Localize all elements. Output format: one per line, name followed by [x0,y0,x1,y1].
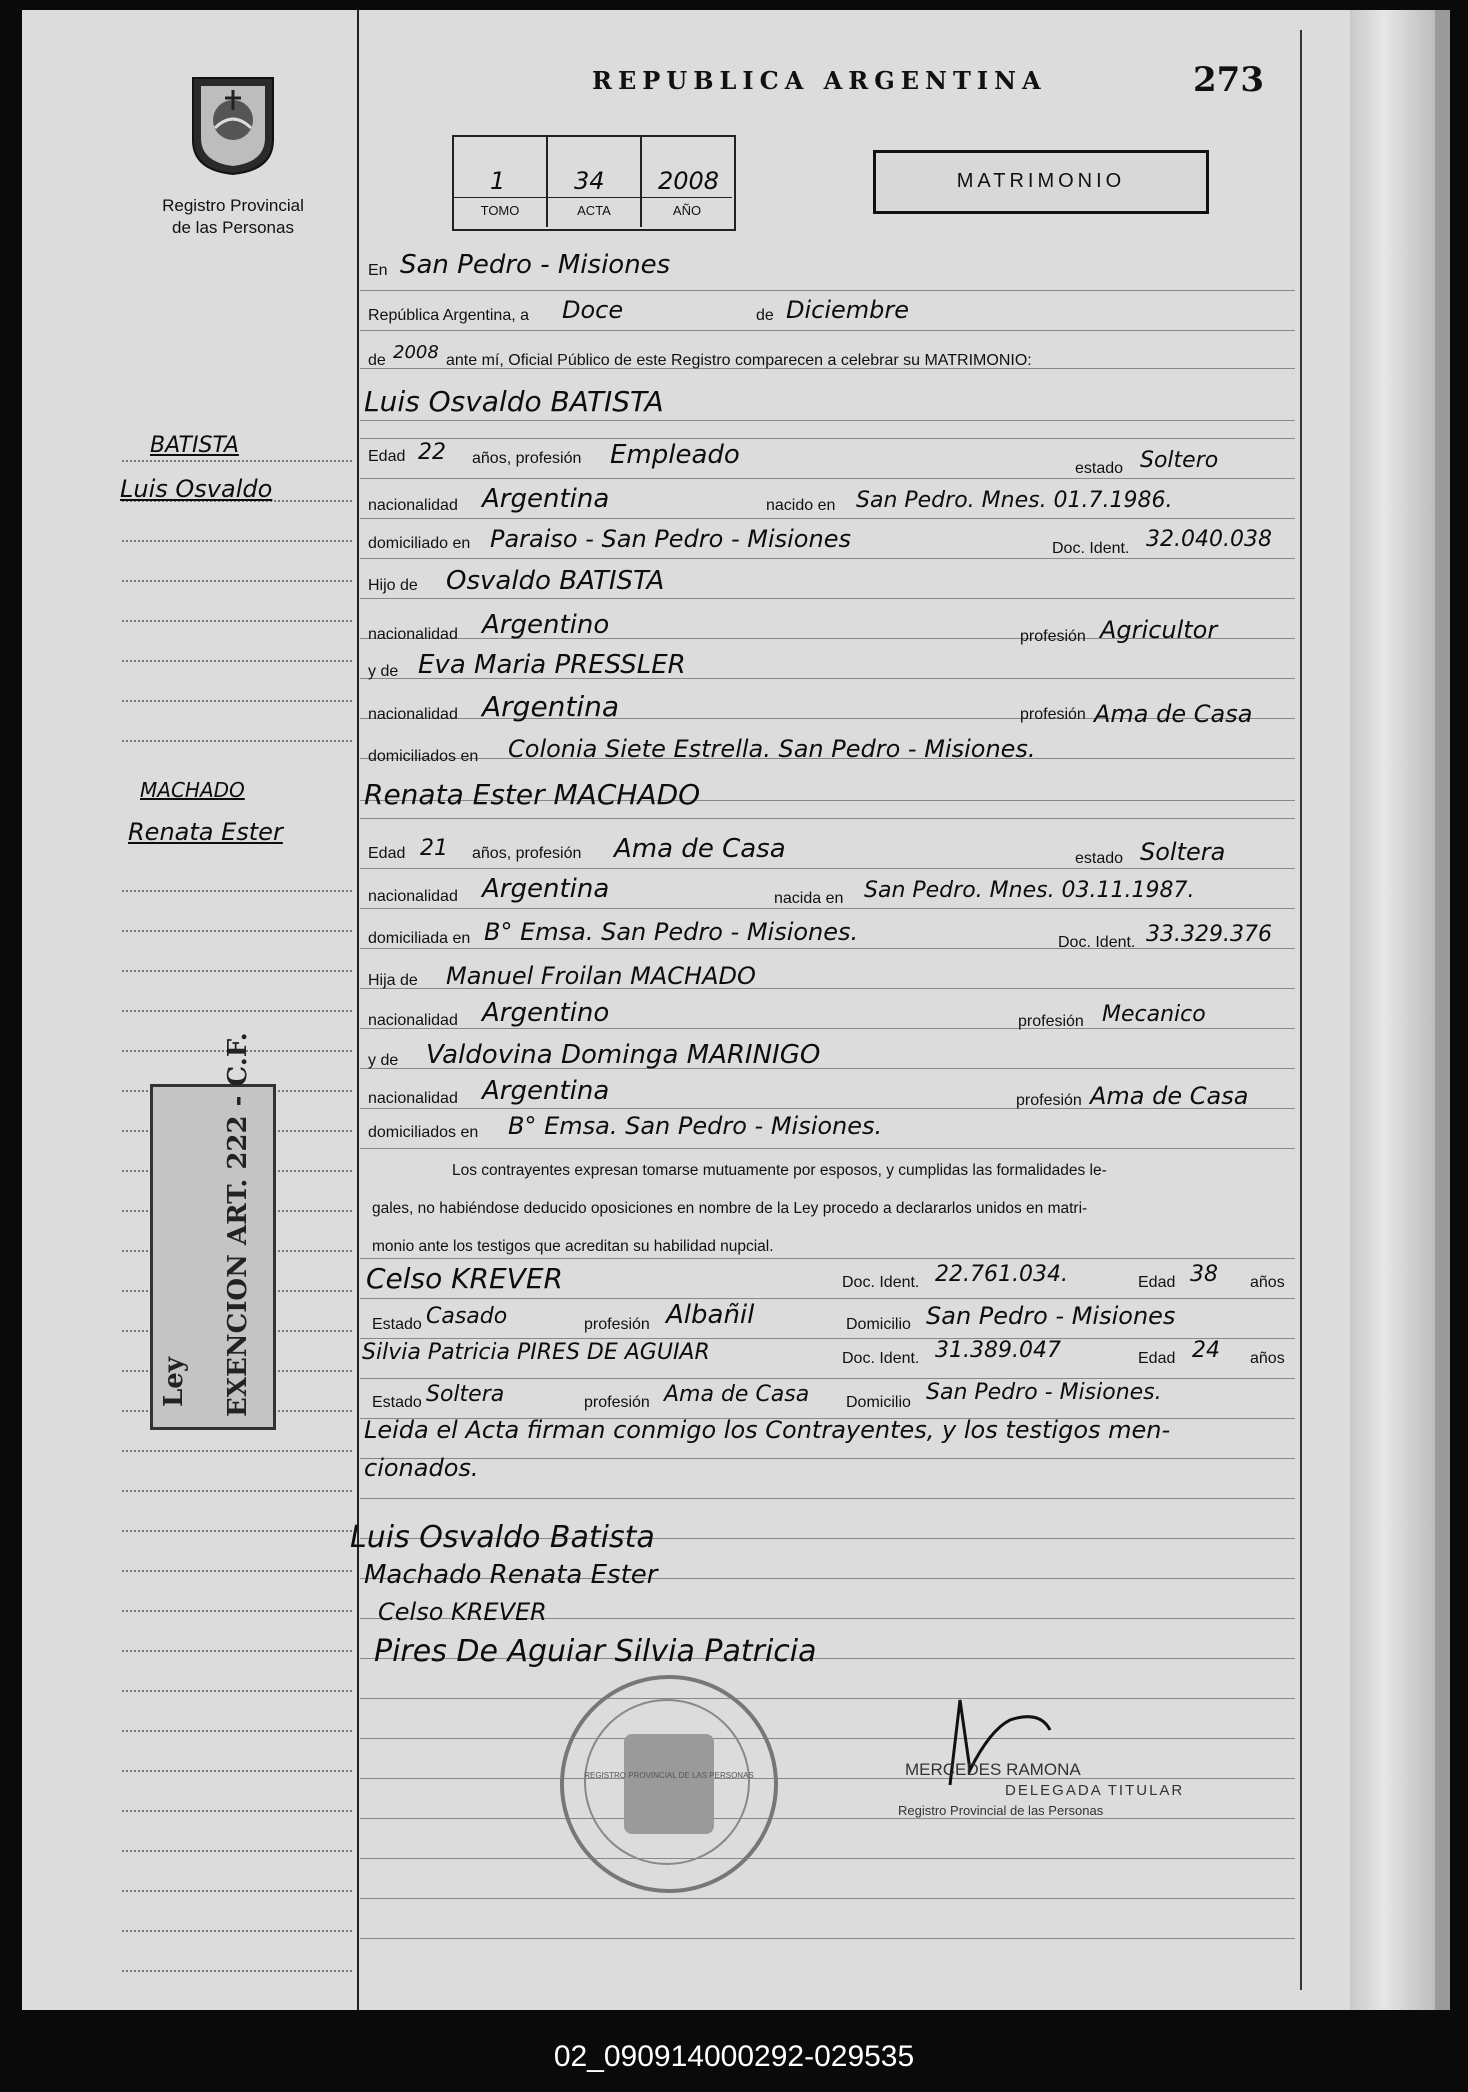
closing-line-1: Leida el Acta firman conmigo los Contrayentes, y los testigos men- [364,1416,1171,1444]
witness2-edad-label: Edad [1138,1350,1176,1367]
right-border-line [1300,30,1302,1990]
document-id-footer: 02_090914000292-029535 [553,2040,915,2073]
groom-prof-label: años, profesión [472,450,582,467]
official-name: MERCEDES RAMONA [905,1760,1081,1779]
year-value: 2008 [393,342,439,363]
bride-hija-label: Hija de [368,972,418,989]
groom-father-nationality: Argentino [482,610,610,640]
bride-estado: Soltera [1140,838,1226,866]
record-box [452,135,736,231]
doc-type-box [873,150,1209,214]
bride-father-nationality: Argentino [482,998,610,1028]
republica-label: República Argentina, a [368,307,529,324]
margin-bride-surname: MACHADO [140,778,245,802]
groom-mother: Eva Maria PRESSLER [418,650,686,680]
book-binding-edge [1435,10,1450,2010]
witness2-prof-label: profesión [584,1394,650,1411]
witness2-age: 24 [1192,1338,1220,1363]
groom-yde-label: y de [368,663,399,680]
anio-value: 2008 [658,167,720,195]
book-binding [1350,10,1435,2010]
official-round-seal [560,1675,778,1893]
bride-profession: Ama de Casa [614,834,786,864]
groom-estado-label: estado [1075,460,1124,477]
groom-profession: Empleado [610,440,740,470]
month-value: Diciembre [786,296,910,324]
witness1-estado: Casado [426,1304,508,1329]
bride-nac-label: nacionalidad [368,888,458,905]
groom-mother-profession: Ama de Casa [1094,700,1253,728]
witness2-name: Silvia Patricia PIRES DE AGUIAR [362,1340,710,1365]
bride-nacida-label: nacida en [774,890,844,907]
groom-father-nac-label: nacionalidad [368,626,458,643]
signature-witness1: Celso KREVER [378,1598,547,1626]
groom-mother-prof-label: profesión [1020,706,1086,723]
witness2-domicile: San Pedro - Misiones. [926,1380,1162,1405]
en-label: En [368,262,388,279]
intro-sentence: ante mí, Oficial Público de este Registro comparecen a celebrar su MATRIMONIO: [446,352,1032,369]
signature-bride: Machado Renata Ester [364,1560,658,1590]
org-name-line2: de las Personas [172,218,294,237]
witness2-estado: Soltera [426,1382,505,1407]
place-value: San Pedro - Misiones [400,250,671,280]
witness2-profession: Ama de Casa [664,1382,810,1407]
tomo-value: 1 [490,167,506,195]
margin-groom-given: Luis Osvaldo [120,475,273,503]
margin-bride-given: Renata Ester [128,818,283,846]
org-name-line1: Registro Provincial [162,196,304,215]
declaration-line-2: gales, no habiéndose deducido oposiciones en nombre de la Ley procedo a declararlos unidos en matri- [372,1200,1088,1217]
bride-mother-prof-label: profesión [1016,1092,1082,1109]
bride-mother-profession: Ama de Casa [1090,1082,1249,1110]
de-year-label: de [368,352,386,369]
witness2-doc: 31.389.047 [935,1338,1061,1363]
doc-type-title: MATRIMONIO [956,170,1126,192]
province-logo-icon [185,70,281,176]
groom-mother-nationality: Argentina [482,690,620,723]
page-number: 273 [1193,60,1264,100]
seal-text: REGISTRO PROVINCIAL DE LAS PERSONAS [584,1771,754,1780]
groom-mother-nac-label: nacionalidad [368,706,458,723]
anio-label: AÑO [672,203,702,218]
official-registry: Registro Provincial de las Personas [898,1803,1104,1818]
bride-dom-label: domiciliada en [368,930,471,947]
bride-doc: 33.329.376 [1146,922,1272,947]
tomo-label: TOMO [480,203,520,218]
signature-witness2: Pires De Aguiar Silvia Patricia [374,1634,817,1669]
groom-nacido-label: nacido en [766,497,836,514]
groom-birth: San Pedro. Mnes. 01.7.1986. [856,488,1173,513]
bride-mother: Valdovina Dominga MARINIGO [426,1040,821,1070]
closing-line-2: cionados. [364,1454,479,1482]
declaration-line-3: monio ante los testigos que acreditan su habilidad nupcial. [372,1238,774,1255]
bride-full-name: Renata Ester MACHADO [364,778,701,811]
groom-age: 22 [418,440,446,465]
ley-exemption-stamp [150,1032,270,1430]
bride-doc-label: Doc. Ident. [1058,934,1136,951]
bride-parents-dom-label: domiciliados en [368,1124,479,1141]
acta-label: ACTA [577,203,611,218]
groom-nationality: Argentina [482,484,610,514]
ley-stamp-text-1: Ley [159,1357,189,1407]
bride-edad-label: Edad [368,845,406,862]
groom-dom-label: domiciliado en [368,535,471,552]
groom-parents-domicile: Colonia Siete Estrella. San Pedro - Misiones. [508,735,1036,763]
margin-groom-surname: BATISTA [150,433,239,458]
groom-doc-label: Doc. Ident. [1052,540,1130,557]
witness1-name: Celso KREVER [366,1262,563,1295]
country-heading: REPUBLICA ARGENTINA [592,66,1047,95]
signature-groom: Luis Osvaldo Batista [350,1520,655,1555]
witness2-doc-label: Doc. Ident. [842,1350,920,1367]
groom-father-profession: Agricultor [1100,616,1218,644]
witness1-dom-label: Domicilio [846,1316,911,1333]
de-month-label: de [756,307,774,324]
bride-father: Manuel Froilan MACHADO [446,962,756,990]
witness2-estado-label: Estado [372,1394,422,1411]
bride-age: 21 [420,836,448,861]
groom-parents-dom-label: domiciliados en [368,748,479,765]
witness1-prof-label: profesión [584,1316,650,1333]
groom-full-name: Luis Osvaldo BATISTA [364,385,664,418]
margin-divider [357,10,359,2010]
witness1-domicile: San Pedro - Misiones [926,1302,1176,1330]
bride-mother-nac-label: nacionalidad [368,1090,458,1107]
groom-father: Osvaldo BATISTA [446,566,665,596]
official-title: DELEGADA TITULAR [1005,1782,1185,1799]
bride-father-nac-label: nacionalidad [368,1012,458,1029]
ley-stamp-text-2: EXENCION ART. 222 - C.F. [223,1032,253,1417]
witness2-anos-label: años [1250,1350,1285,1367]
bride-birth: San Pedro. Mnes. 03.11.1987. [864,878,1195,903]
groom-edad-label: Edad [368,448,406,465]
groom-domicile: Paraiso - San Pedro - Misiones [490,525,851,553]
witness1-age: 38 [1190,1262,1218,1287]
groom-father-prof-label: profesión [1020,628,1086,645]
witness1-anos-label: años [1250,1274,1285,1291]
witness1-edad-label: Edad [1138,1274,1176,1291]
acta-value: 34 [574,167,605,195]
witness2-dom-label: Domicilio [846,1394,911,1411]
bride-estado-label: estado [1075,850,1124,867]
witness1-doc-label: Doc. Ident. [842,1274,920,1291]
day-value: Doce [562,296,624,324]
bride-prof-label: años, profesión [472,845,582,862]
bride-nationality: Argentina [482,874,610,904]
witness1-estado-label: Estado [372,1316,422,1333]
bride-parents-domicile: B° Emsa. San Pedro - Misiones. [508,1112,883,1140]
witness1-doc: 22.761.034. [935,1262,1068,1287]
bride-mother-nationality: Argentina [482,1076,610,1106]
groom-doc: 32.040.038 [1146,527,1272,552]
groom-nac-label: nacionalidad [368,497,458,514]
bride-domicile: B° Emsa. San Pedro - Misiones. [484,918,859,946]
declaration-line-1: Los contrayentes expresan tomarse mutuamente por esposos, y cumplidas las formalidades le- [452,1162,1107,1179]
bride-father-profession: Mecanico [1102,1002,1206,1027]
groom-estado: Soltero [1140,448,1219,473]
bride-father-prof-label: profesión [1018,1013,1084,1030]
bride-yde-label: y de [368,1052,399,1069]
groom-hijo-label: Hijo de [368,577,418,594]
witness1-profession: Albañil [666,1300,755,1330]
